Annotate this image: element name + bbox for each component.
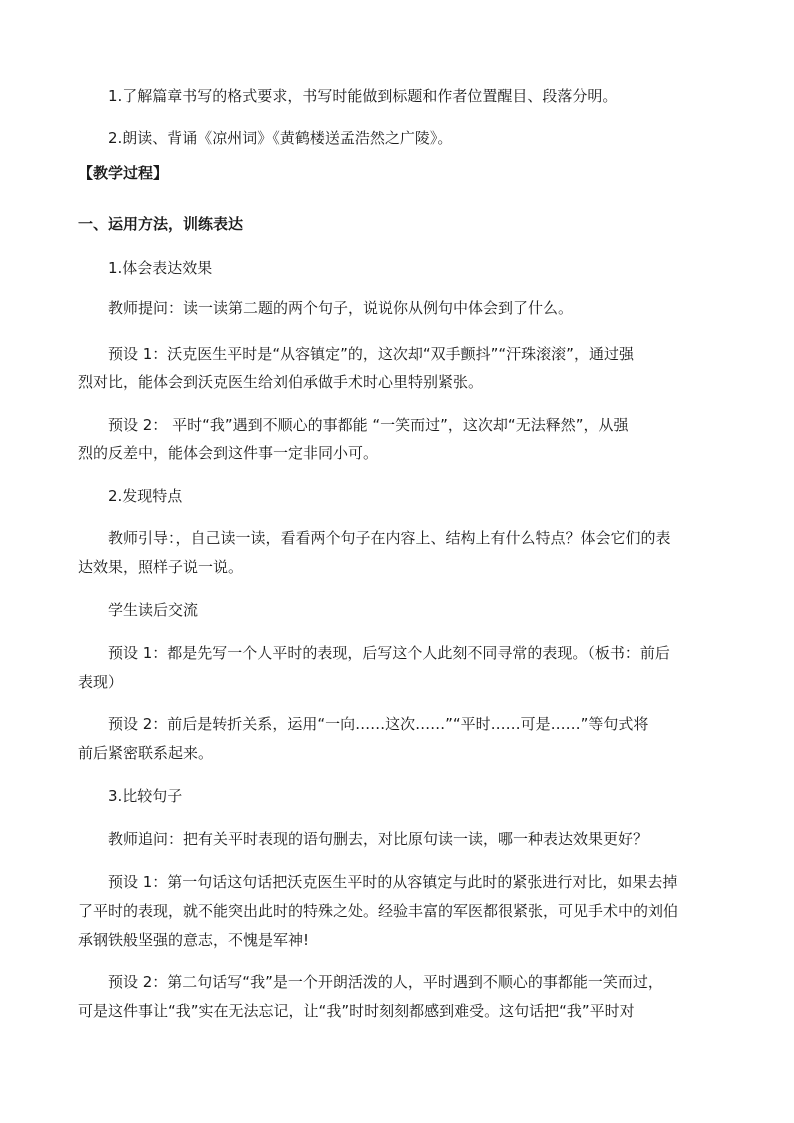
step3-preset1-line2: 了平时的表现，就不能突出此时的特殊之处。经验丰富的军医都很紧张，可见手术中的刘伯 [78, 902, 679, 920]
part1-heading: 一、运用方法，训练表达 [78, 215, 244, 233]
step1-preset1-line1: 预设 1：沃克医生平时是“从容镇定”的，这次却“双手颤抖”“汗珠滚滚”，通过强 [108, 345, 634, 363]
step3-preset1-line3: 承钢铁般坚强的意志，不愧是军神! [78, 931, 310, 949]
step2-preset2-line2: 前后紧密联系起来。 [78, 744, 214, 762]
step2-student: 学生读后交流 [108, 601, 199, 619]
objective-2: 2.朗读、背诵《凉州词》《黄鹤楼送孟浩然之广陵》。 [108, 129, 453, 147]
step3-preset2-line1: 预设 2：第二句话写“我”是一个开朗活泼的人，平时遇到不顺心的事都能一笑而过， [108, 973, 663, 991]
step3-preset1-line1: 预设 1：第一句话这句话把沃克医生平时的从容镇定与此时的紧张进行对比，如果去掉 [108, 873, 678, 891]
step2-guide-line1: 教师引导：，自己读一读，看看两个句子在内容上、结构上有什么特点？体会它们的表 [108, 529, 671, 547]
section-heading: 【教学过程】 [78, 164, 169, 182]
step2-preset1-line2: 表现） [78, 673, 124, 691]
step2-title: 2.发现特点 [108, 487, 183, 505]
step2-preset2-line1: 预设 2：前后是转折关系，运用“一向……这次……”“平时……可是……”等句式将 [108, 715, 649, 733]
step2-guide-line2: 达效果，照样子说一说。 [78, 558, 244, 576]
step1-preset2-line2: 烈的反差中，能体会到这件事一定非同小可。 [78, 444, 379, 462]
step3-question: 教师追问：把有关平时表现的语句删去，对比原句读一读，哪一种表达效果更好？ [108, 830, 649, 848]
step1-preset1-line2: 烈对比，能体会到沃克医生给刘伯承做手术时心里特别紧张。 [78, 373, 484, 391]
step3-title: 3.比较句子 [108, 787, 183, 805]
step1-preset2-line1: 预设 2： 平时“我”遇到不顺心的事都能 “一笑而过”，这次却“无法释然”，从强 [108, 416, 629, 434]
step2-preset1-line1: 预设 1：都是先写一个人平时的表现，后写这个人此刻不同寻常的表现。（板书：前后 [108, 644, 670, 662]
objective-1: 1.了解篇章书写的格式要求，书写时能做到标题和作者位置醒目、段落分明。 [108, 87, 618, 105]
step1-title: 1.体会表达效果 [108, 259, 213, 277]
step3-preset2-line2: 可是这件事让“我”实在无法忘记，让“我”时时刻刻都感到难受。这句话把“我”平时对 [78, 1002, 635, 1020]
step1-question: 教师提问：读一读第二题的两个句子，说说你从例句中体会到了什么。 [108, 299, 574, 317]
